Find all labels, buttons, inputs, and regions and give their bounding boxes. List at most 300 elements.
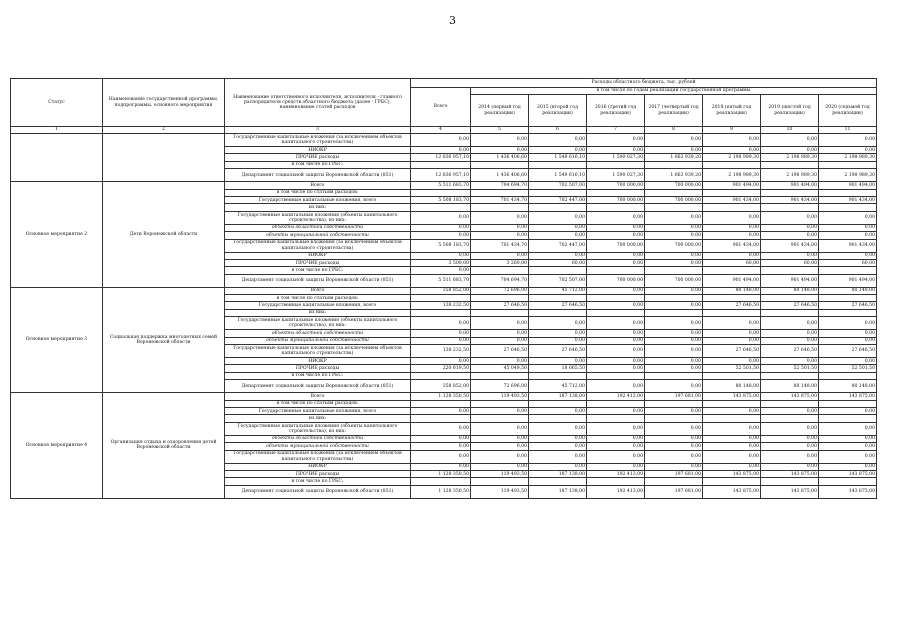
row-label: в том числе по статьям расходов: [225, 400, 411, 407]
row-year-value: 0,00 [819, 358, 877, 365]
row-year-value: 0,00 [587, 330, 645, 337]
row-year-value: 901 434,00 [819, 239, 877, 252]
row-total-value [411, 372, 471, 379]
row-year-value [645, 415, 703, 422]
header-year-2014: 2014 (первый год реализации) [471, 95, 529, 127]
row-year-value: 0,00 [645, 450, 703, 463]
row-year-value: 901 434,00 [761, 196, 819, 203]
row-year-value: 0,00 [761, 252, 819, 259]
row-year-value: 901 434,00 [703, 239, 761, 252]
row-year-value: 0,00 [645, 435, 703, 442]
block-status [11, 134, 103, 182]
row-year-value: 0,00 [529, 435, 587, 442]
row-year-value: 701 434,70 [471, 196, 529, 203]
row-total-value: 0,00 [411, 422, 471, 435]
row-year-value: 700 000,00 [587, 182, 645, 189]
row-year-value: 0,00 [819, 435, 877, 442]
row-year-value [529, 204, 587, 211]
row-year-value: 0,00 [645, 302, 703, 309]
row-label: Всего [225, 393, 411, 400]
row-year-value: 0,00 [645, 358, 703, 365]
row-year-value [471, 161, 529, 168]
row-year-value [703, 309, 761, 316]
row-total-value: 0,00 [411, 337, 471, 344]
row-year-value: 72 696,00 [471, 380, 529, 393]
row-year-value [471, 415, 529, 422]
block-program-name: Организация отдыха и оздоровления детей Воронежской области [103, 393, 225, 499]
row-year-value [645, 478, 703, 485]
row-year-value: 0,00 [703, 224, 761, 231]
row-total-value: 0,00 [411, 232, 471, 239]
row-year-value: 1 436 406,60 [471, 169, 529, 182]
table-row [11, 393, 877, 400]
row-year-value: 27 646,50 [703, 302, 761, 309]
row-label: объекты областной собственности [225, 435, 411, 442]
row-year-value: 1 590 027,30 [587, 154, 645, 161]
column-number: 3 [225, 127, 411, 134]
row-year-value: 0,00 [761, 330, 819, 337]
row-year-value: 0,00 [703, 463, 761, 470]
row-label: Государственные капитальные вложения, всего [225, 302, 411, 309]
row-year-value: 143 875,00 [819, 393, 877, 400]
row-year-value [645, 295, 703, 302]
row-year-value: 0,00 [645, 407, 703, 414]
row-year-value [761, 295, 819, 302]
row-year-value: 60,00 [703, 259, 761, 266]
row-year-value [645, 372, 703, 379]
row-year-value: 80 148,00 [703, 380, 761, 393]
row-year-value: 901 494,00 [703, 182, 761, 189]
row-year-value: 197 681,00 [645, 470, 703, 477]
row-year-value: 901 434,00 [703, 196, 761, 203]
row-year-value: 0,00 [471, 463, 529, 470]
column-number: 5 [471, 127, 529, 134]
row-year-value: 60,00 [529, 259, 587, 266]
row-total-value: 358 852,00 [411, 380, 471, 393]
row-year-value [703, 372, 761, 379]
row-year-value: 0,00 [587, 407, 645, 414]
row-year-value [529, 400, 587, 407]
row-year-value: 143 875,00 [819, 485, 877, 498]
table-body [11, 134, 877, 499]
row-year-value [761, 478, 819, 485]
row-label: ПРОЧИЕ расходы [225, 470, 411, 477]
row-label: НИОКР [225, 147, 411, 154]
row-year-value: 0,00 [703, 443, 761, 450]
row-year-value [761, 309, 819, 316]
row-year-value: 0,00 [529, 224, 587, 231]
row-total-value: 1 128 350,50 [411, 485, 471, 498]
row-label: Государственные капитальные вложения (за исключением объектов капитального строительства) [225, 345, 411, 358]
row-total-value [411, 295, 471, 302]
row-year-value: 700 000,00 [645, 196, 703, 203]
row-year-value: 52 501,50 [703, 365, 761, 372]
row-year-value: 701 434,70 [471, 239, 529, 252]
row-year-value: 52 501,50 [761, 365, 819, 372]
row-year-value: 0,00 [645, 224, 703, 231]
row-year-value: 700 000,00 [587, 239, 645, 252]
row-year-value [703, 295, 761, 302]
row-label: в том числе по ГРБС: [225, 267, 411, 274]
row-year-value [761, 415, 819, 422]
row-year-value: 0,00 [471, 134, 529, 147]
row-total-value: 0,00 [411, 267, 471, 274]
row-year-value: 0,00 [587, 463, 645, 470]
row-year-value: 0,00 [471, 252, 529, 259]
row-year-value: 27 646,50 [761, 345, 819, 358]
row-year-value: 0,00 [471, 407, 529, 414]
column-number: 4 [411, 127, 471, 134]
row-year-value: 0,00 [819, 224, 877, 231]
header-year-2015: 2015 (второй год реализации) [529, 95, 587, 127]
block-program-name: Социальная поддержка многодетных семей Воронежской области [103, 287, 225, 393]
row-year-value: 700 000,00 [587, 274, 645, 287]
row-year-value: 187 138,00 [529, 470, 587, 477]
row-year-value: 0,00 [645, 380, 703, 393]
row-year-value [761, 161, 819, 168]
row-year-value [703, 415, 761, 422]
row-year-value: 0,00 [645, 345, 703, 358]
row-year-value: 704 694,70 [471, 182, 529, 189]
row-label: Всего [225, 182, 411, 189]
row-year-value [819, 309, 877, 316]
row-year-value: 80 148,00 [703, 287, 761, 294]
row-total-value: 12 836 957,10 [411, 154, 471, 161]
row-label: Государственные капитальные вложения (за исключением объектов капитального строительства) [225, 134, 411, 147]
row-total-value: 0,00 [411, 134, 471, 147]
header-status: Статус [11, 79, 103, 127]
block-status: Основное мероприятие 2 [11, 182, 103, 288]
row-year-value: 197 681,00 [645, 393, 703, 400]
row-year-value: 1 663 939,20 [645, 154, 703, 161]
row-year-value: 80 148,00 [761, 287, 819, 294]
row-year-value: 143 875,00 [761, 393, 819, 400]
row-year-value [529, 295, 587, 302]
row-year-value [819, 478, 877, 485]
header-by-years: в том числе по годам реализации государственной программы [471, 88, 877, 95]
row-year-value [703, 161, 761, 168]
row-year-value: 901 494,00 [819, 182, 877, 189]
row-year-value: 901 434,00 [819, 196, 877, 203]
row-year-value: 0,00 [587, 134, 645, 147]
row-year-value: 27 646,50 [529, 302, 587, 309]
row-year-value: 45 712,00 [529, 380, 587, 393]
row-total-value: 0,00 [411, 443, 471, 450]
row-year-value: 0,00 [761, 211, 819, 224]
row-year-value: 0,00 [471, 330, 529, 337]
row-total-value [411, 309, 471, 316]
row-year-value: 0,00 [761, 450, 819, 463]
row-year-value [471, 204, 529, 211]
row-label: Департамент социальной защиты Воронежской области (851) [225, 169, 411, 182]
row-year-value: 2 198 989,30 [703, 154, 761, 161]
row-year-value [819, 161, 877, 168]
column-number: 6 [529, 127, 587, 134]
row-year-value: 0,00 [645, 317, 703, 330]
row-year-value: 0,00 [471, 224, 529, 231]
row-year-value [645, 267, 703, 274]
row-total-value [411, 161, 471, 168]
row-year-value [587, 372, 645, 379]
row-year-value: 702 507,00 [529, 182, 587, 189]
row-year-value: 0,00 [819, 443, 877, 450]
row-year-value: 0,00 [761, 422, 819, 435]
row-year-value: 0,00 [703, 317, 761, 330]
row-year-value [761, 400, 819, 407]
row-total-value: 1 128 350,50 [411, 393, 471, 400]
row-year-value [703, 189, 761, 196]
row-year-value: 60,00 [761, 259, 819, 266]
row-year-value [761, 204, 819, 211]
row-year-value: 0,00 [645, 147, 703, 154]
row-year-value: 0,00 [587, 317, 645, 330]
row-year-value: 0,00 [529, 337, 587, 344]
row-total-value: 0,00 [411, 224, 471, 231]
row-year-value: 702 447,00 [529, 196, 587, 203]
row-year-value: 0,00 [529, 407, 587, 414]
column-number: 2 [103, 127, 225, 134]
row-total-value: 0,00 [411, 252, 471, 259]
row-year-value: 0,00 [761, 463, 819, 470]
row-year-value: 0,00 [471, 450, 529, 463]
row-year-value [703, 478, 761, 485]
row-year-value: 192 413,00 [587, 470, 645, 477]
row-year-value: 0,00 [761, 134, 819, 147]
row-year-value [471, 267, 529, 274]
row-label: из них: [225, 415, 411, 422]
row-total-value: 358 852,00 [411, 287, 471, 294]
row-year-value: 0,00 [703, 435, 761, 442]
row-year-value: 0,00 [529, 211, 587, 224]
row-year-value: 0,00 [819, 147, 877, 154]
row-year-value [819, 295, 877, 302]
row-label: НИОКР [225, 252, 411, 259]
row-year-value: 0,00 [471, 232, 529, 239]
row-year-value: 197 681,00 [645, 485, 703, 498]
row-year-value: 901 494,00 [819, 274, 877, 287]
row-label: в том числе по ГРБС: [225, 161, 411, 168]
row-year-value: 0,00 [645, 252, 703, 259]
row-total-value: 138 232,50 [411, 345, 471, 358]
row-year-value: 192 413,00 [587, 393, 645, 400]
row-year-value: 0,00 [703, 232, 761, 239]
header-program: Наименование государственной программы, подпрограммы, основного мероприятия [103, 79, 225, 127]
row-total-value: 5 508 183,70 [411, 239, 471, 252]
row-year-value [587, 267, 645, 274]
row-year-value [761, 372, 819, 379]
row-label: ПРОЧИЕ расходы [225, 365, 411, 372]
row-label: в том числе по ГРБС: [225, 372, 411, 379]
row-year-value [645, 400, 703, 407]
row-year-value: 0,00 [761, 358, 819, 365]
row-label: НИОКР [225, 463, 411, 470]
row-year-value [529, 478, 587, 485]
row-total-value: 5 511 683,70 [411, 182, 471, 189]
row-year-value: 0,00 [587, 224, 645, 231]
row-year-value: 143 875,00 [703, 393, 761, 400]
row-year-value [471, 372, 529, 379]
row-label: Государственные капитальные вложения (за исключением объектов капитального строительства) [225, 239, 411, 252]
row-total-value: 0,00 [411, 211, 471, 224]
row-year-value [529, 415, 587, 422]
row-year-value: 0,00 [471, 358, 529, 365]
row-year-value: 45 712,00 [529, 287, 587, 294]
row-label: из них: [225, 309, 411, 316]
row-year-value: 0,00 [587, 302, 645, 309]
row-year-value [819, 204, 877, 211]
block-status: Основное мероприятие 3 [11, 287, 103, 393]
row-year-value: 702 507,00 [529, 274, 587, 287]
row-year-value: 0,00 [819, 330, 877, 337]
row-label: Департамент социальной защиты Воронежской области (851) [225, 380, 411, 393]
column-number: 9 [703, 127, 761, 134]
row-year-value: 2 198 989,30 [761, 154, 819, 161]
row-label: Государственные капитальные вложения, всего [225, 196, 411, 203]
row-year-value: 143 875,00 [761, 470, 819, 477]
row-label: ПРОЧИЕ расходы [225, 154, 411, 161]
header-year-2020: 2020 (седьмой год реализации) [819, 95, 877, 127]
row-year-value [761, 267, 819, 274]
row-year-value [703, 267, 761, 274]
row-year-value: 0,00 [761, 337, 819, 344]
row-year-value [587, 161, 645, 168]
row-label: Департамент социальной защиты Воронежской области (851) [225, 485, 411, 498]
row-year-value: 2 198 989,30 [819, 169, 877, 182]
row-label: в том числе по ГРБС: [225, 478, 411, 485]
row-total-value: 0,00 [411, 463, 471, 470]
block-status: Основное мероприятие 4 [11, 393, 103, 499]
row-year-value [761, 189, 819, 196]
row-label: объекты областной собственности [225, 224, 411, 231]
row-total-value: 3 500,00 [411, 259, 471, 266]
row-total-value [411, 204, 471, 211]
row-year-value: 72 696,00 [471, 287, 529, 294]
column-number: 1 [11, 127, 103, 134]
row-year-value [645, 161, 703, 168]
row-year-value: 3 260,00 [471, 259, 529, 266]
row-year-value: 27 646,50 [703, 345, 761, 358]
row-label: Департамент социальной защиты Воронежской области (851) [225, 274, 411, 287]
row-year-value: 0,00 [761, 435, 819, 442]
column-number: 10 [761, 127, 819, 134]
row-year-value: 0,00 [471, 147, 529, 154]
row-year-value: 143 875,00 [761, 485, 819, 498]
row-year-value: 702 447,00 [529, 239, 587, 252]
row-year-value: 0,00 [587, 232, 645, 239]
row-year-value: 0,00 [819, 134, 877, 147]
row-label: в том числе по статьям расходов: [225, 189, 411, 196]
row-year-value: 0,00 [819, 211, 877, 224]
row-year-value [587, 295, 645, 302]
row-year-value: 0,00 [587, 358, 645, 365]
row-year-value [587, 400, 645, 407]
row-year-value: 187 138,00 [529, 485, 587, 498]
block-program-name [103, 134, 225, 182]
row-year-value: 1 590 027,30 [587, 169, 645, 182]
row-total-value: 0,00 [411, 407, 471, 414]
row-label: Государственные капитальные вложения, всего [225, 407, 411, 414]
row-label: объекты областной собственности [225, 330, 411, 337]
row-label: объекты муниципальной собственности [225, 337, 411, 344]
row-total-value: 0,00 [411, 450, 471, 463]
row-year-value: 0,00 [471, 422, 529, 435]
row-year-value: 0,00 [645, 287, 703, 294]
row-year-value: 0,00 [703, 211, 761, 224]
row-year-value [819, 415, 877, 422]
row-year-value [471, 309, 529, 316]
row-year-value: 0,00 [587, 259, 645, 266]
row-total-value: 1 128 350,50 [411, 470, 471, 477]
row-year-value: 0,00 [587, 443, 645, 450]
row-year-value: 0,00 [587, 211, 645, 224]
row-year-value: 0,00 [587, 345, 645, 358]
row-total-value [411, 415, 471, 422]
row-year-value: 0,00 [529, 358, 587, 365]
column-number: 8 [645, 127, 703, 134]
row-year-value: 700 000,00 [587, 196, 645, 203]
row-year-value: 0,00 [703, 330, 761, 337]
row-year-value: 0,00 [587, 147, 645, 154]
row-year-value: 143 875,00 [703, 470, 761, 477]
row-year-value: 901 494,00 [761, 274, 819, 287]
row-year-value: 27 646,50 [471, 345, 529, 358]
row-year-value: 0,00 [529, 232, 587, 239]
row-total-value: 220 619,50 [411, 365, 471, 372]
row-year-value: 901 434,00 [761, 239, 819, 252]
row-total-value: 5 511 683,70 [411, 274, 471, 287]
row-year-value: 0,00 [471, 443, 529, 450]
row-year-value: 0,00 [529, 450, 587, 463]
row-year-value: 52 501,50 [819, 365, 877, 372]
row-year-value: 0,00 [703, 358, 761, 365]
row-total-value: 0,00 [411, 317, 471, 330]
row-year-value [471, 478, 529, 485]
row-year-value: 119 493,50 [471, 393, 529, 400]
row-year-value: 0,00 [703, 422, 761, 435]
table-header [11, 79, 877, 134]
row-total-value: 0,00 [411, 435, 471, 442]
row-year-value: 27 646,50 [529, 345, 587, 358]
row-year-value: 27 646,50 [819, 345, 877, 358]
row-year-value: 0,00 [529, 422, 587, 435]
row-year-value: 0,00 [587, 337, 645, 344]
row-year-value: 119 493,50 [471, 470, 529, 477]
row-year-value: 2 198 989,30 [761, 169, 819, 182]
row-year-value: 0,00 [819, 317, 877, 330]
row-year-value: 1 549 616,10 [529, 169, 587, 182]
row-year-value: 700 000,00 [645, 274, 703, 287]
row-label: Государственные капитальные вложения (за исключением объектов капитального строительства) [225, 450, 411, 463]
row-year-value: 0,00 [703, 252, 761, 259]
row-year-value: 0,00 [645, 337, 703, 344]
row-year-value: 0,00 [819, 407, 877, 414]
row-year-value: 0,00 [645, 463, 703, 470]
row-year-value [645, 204, 703, 211]
header-executor: Наименование ответственного исполнителя, исполнителя - главного распорядителя средств областного бюджета (далее - ГРБС), наименование статей расходов [225, 79, 411, 127]
row-year-value: 0,00 [529, 134, 587, 147]
row-year-value: 2 198 989,30 [819, 154, 877, 161]
block-program-name: Дети Воронежской области [103, 182, 225, 288]
header-year-2016: 2016 (третий год реализации) [587, 95, 645, 127]
row-year-value: 0,00 [529, 463, 587, 470]
header-total: Всего [411, 88, 471, 127]
row-year-value: 0,00 [645, 330, 703, 337]
row-year-value: 0,00 [471, 337, 529, 344]
row-year-value: 0,00 [529, 443, 587, 450]
row-year-value: 0,00 [703, 147, 761, 154]
row-total-value [411, 189, 471, 196]
header-expenses: Расходы областного бюджета, тыс. рублей [411, 79, 877, 88]
